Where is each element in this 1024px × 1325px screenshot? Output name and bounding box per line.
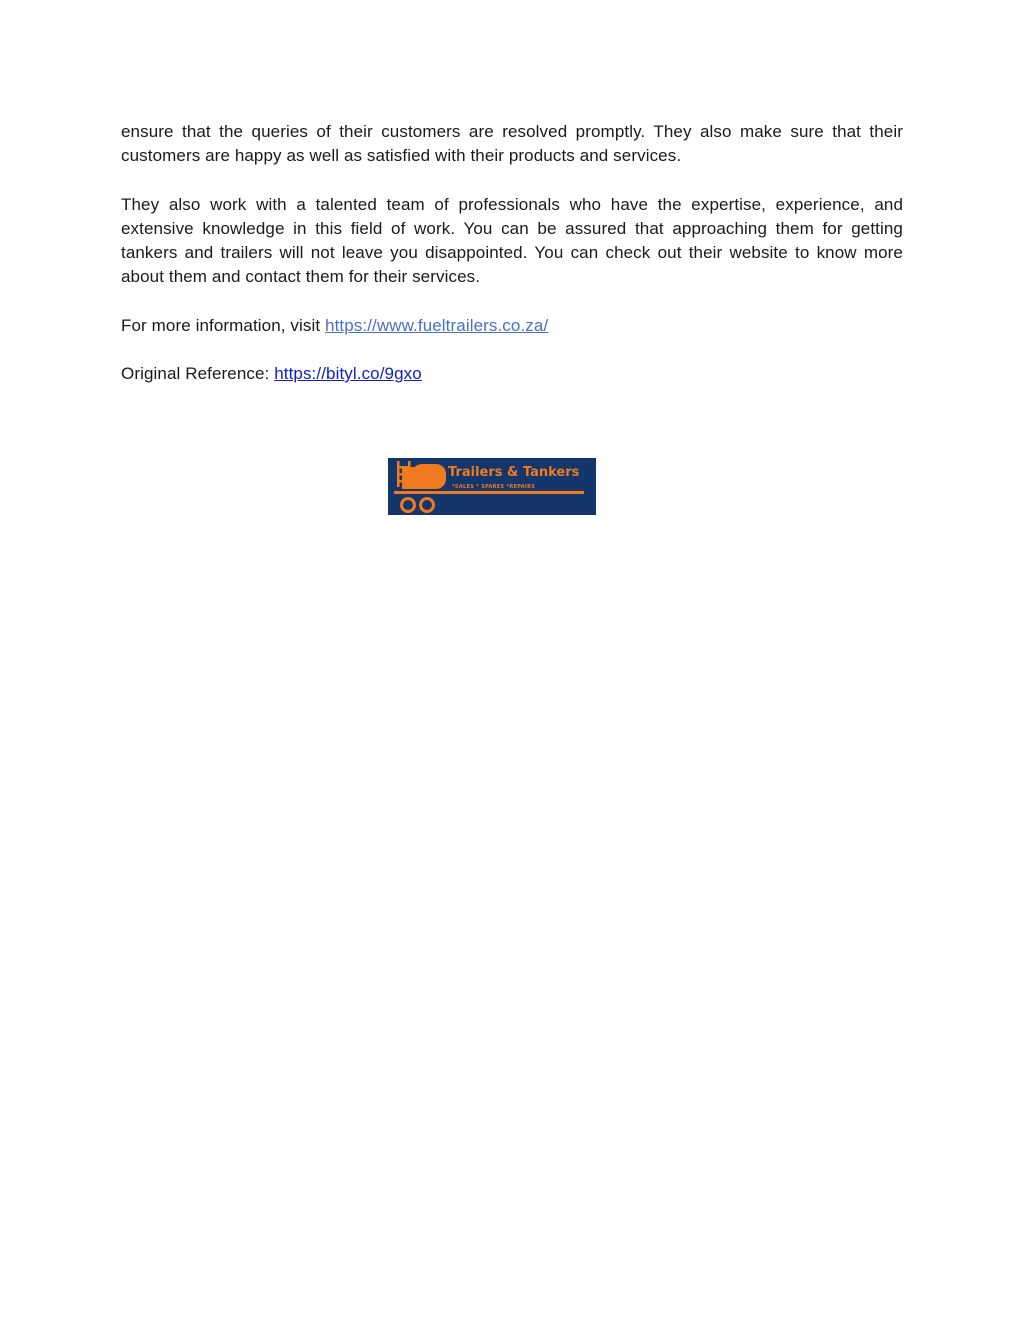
logo-subtitle: *SALES * SPARES *REPAIRS xyxy=(452,484,536,490)
info-prefix: For more information, visit xyxy=(121,315,326,335)
reference-line xyxy=(121,362,903,386)
company-logo xyxy=(388,458,596,515)
document-body xyxy=(121,120,903,410)
website-link[interactable]: https://www.fueltrailers.co.za/ xyxy=(325,315,549,335)
info-line xyxy=(121,314,903,338)
paragraph-customer-satisfaction: ensure that the queries of their customers are resolved promptly. They also make sure that their customers are happy as well as satisfied with their products and services. xyxy=(121,122,903,166)
reference-prefix: Original Reference: xyxy=(121,364,275,384)
paragraph-team: They also work with a talented team of professionals who have the expertise, experience, and extensive knowledge in this field of work. You can be assured that approaching them for getting tankers and trailers will not leave you disappointed. You can check out their website to know more about them and contact them for their services. xyxy=(121,194,903,287)
logo-title: Trailers & Tankers xyxy=(448,465,580,480)
reference-link[interactable]: https://bityl.co/9gxo xyxy=(274,364,422,384)
